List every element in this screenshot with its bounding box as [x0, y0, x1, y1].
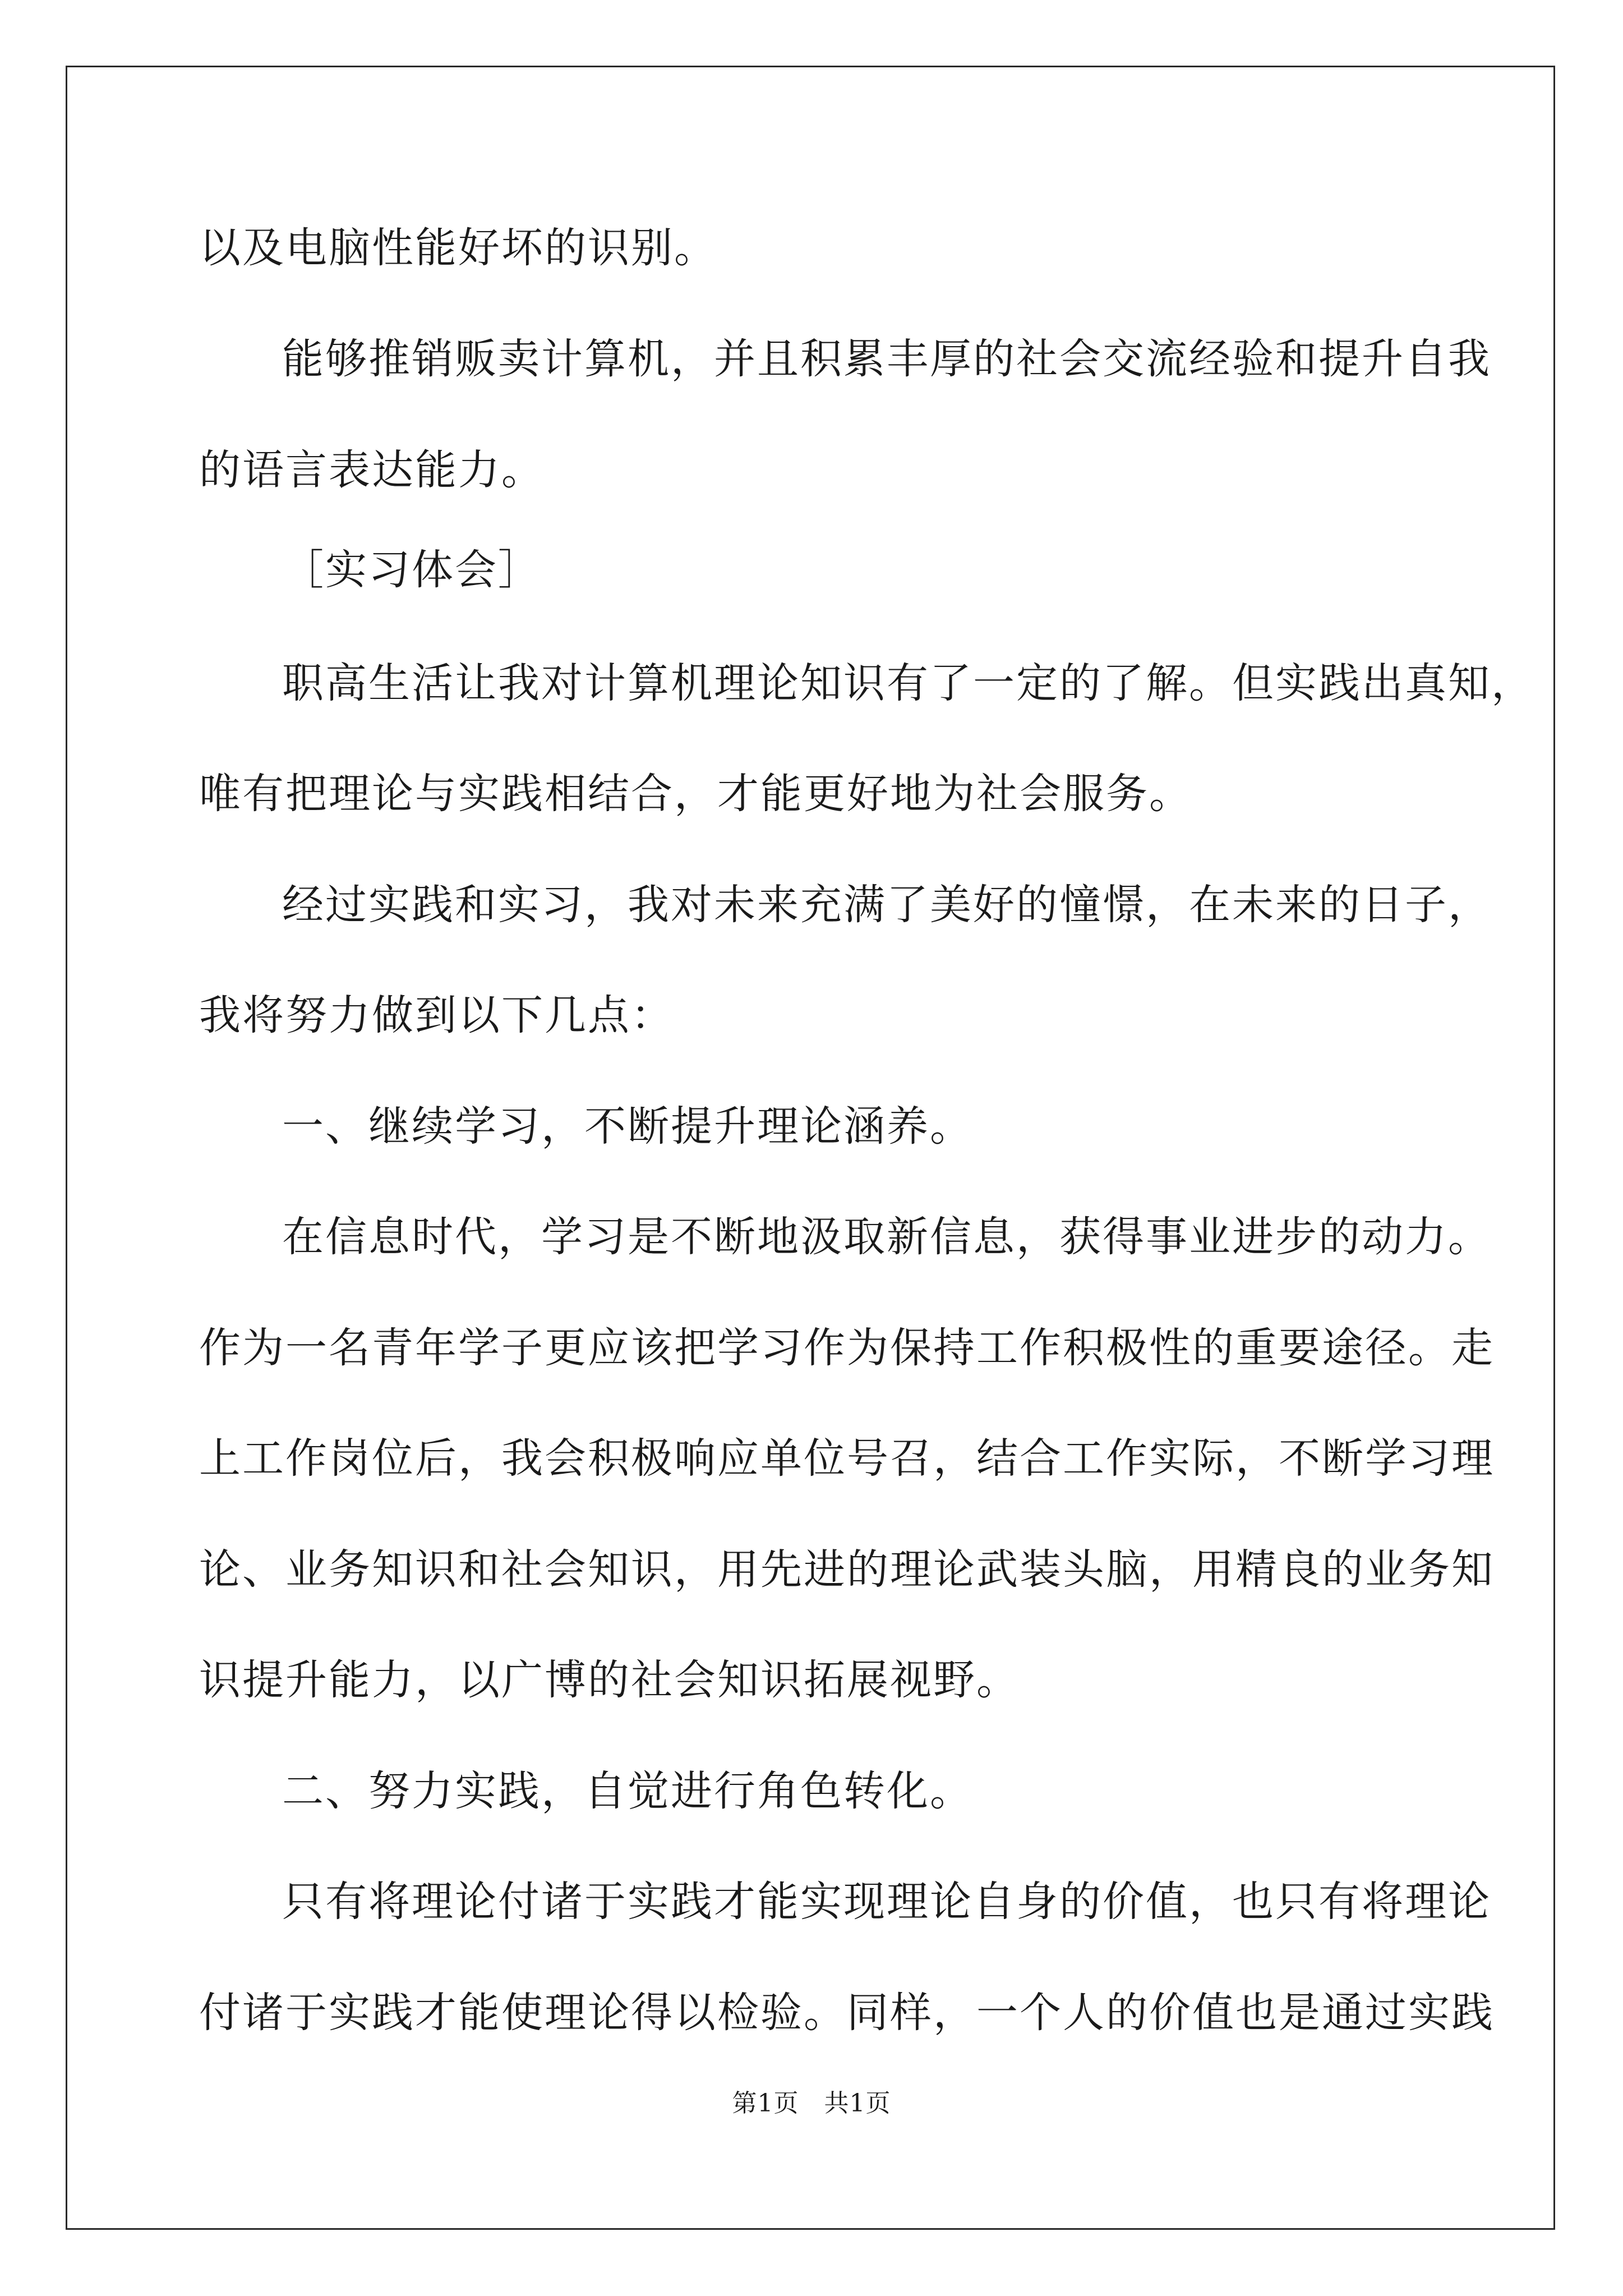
page-number: 第1页 共1页 [732, 2089, 891, 2118]
text-line: 我将努力做到以下几点： [199, 991, 674, 1039]
text-line: 只有将理论付诸于实践才能实现理论自身的价值，也只有将理论 [282, 1878, 1491, 1926]
text-line: 论、业务知识和社会知识，用先进的理论武装头脑，用精良的业务知 [199, 1545, 1495, 1594]
text-line: 作为一名青年学子更应该把学习作为保持工作积极性的重要途径。走 [199, 1324, 1495, 1372]
text-line: 的语言表达能力。 [199, 446, 545, 494]
list-heading: 二、努力实践，自觉进行角色转化。 [282, 1767, 973, 1815]
text-line: 上工作岗位后，我会积极响应单位号召，结合工作实际，不断学习理 [199, 1434, 1495, 1483]
text-line: 在信息时代，学习是不断地汲取新信息，获得事业进步的动力。 [282, 1213, 1491, 1261]
section-heading: ［实习体会］ [282, 546, 541, 594]
text-line: 经过实践和实习，我对未来充满了美好的憧憬，在未来的日子， [282, 881, 1491, 929]
text-line: 职高生活让我对计算机理论知识有了一定的了解。但实践出真知， [282, 659, 1534, 707]
text-line: 识提升能力，以广博的社会知识拓展视野。 [199, 1656, 1020, 1704]
text-line: 付诸于实践才能使理论得以检验。同样，一个人的价值也是通过实践 [199, 1989, 1495, 2037]
text-line: 能够推销贩卖计算机，并且积累丰厚的社会交流经验和提升自我 [282, 335, 1491, 383]
text-line: 唯有把理论与实践相结合，才能更好地为社会服务。 [199, 770, 1192, 818]
text-line: 以及电脑性能好坏的识别。 [199, 224, 717, 272]
list-heading: 一、继续学习，不断提升理论涵养。 [282, 1102, 973, 1151]
